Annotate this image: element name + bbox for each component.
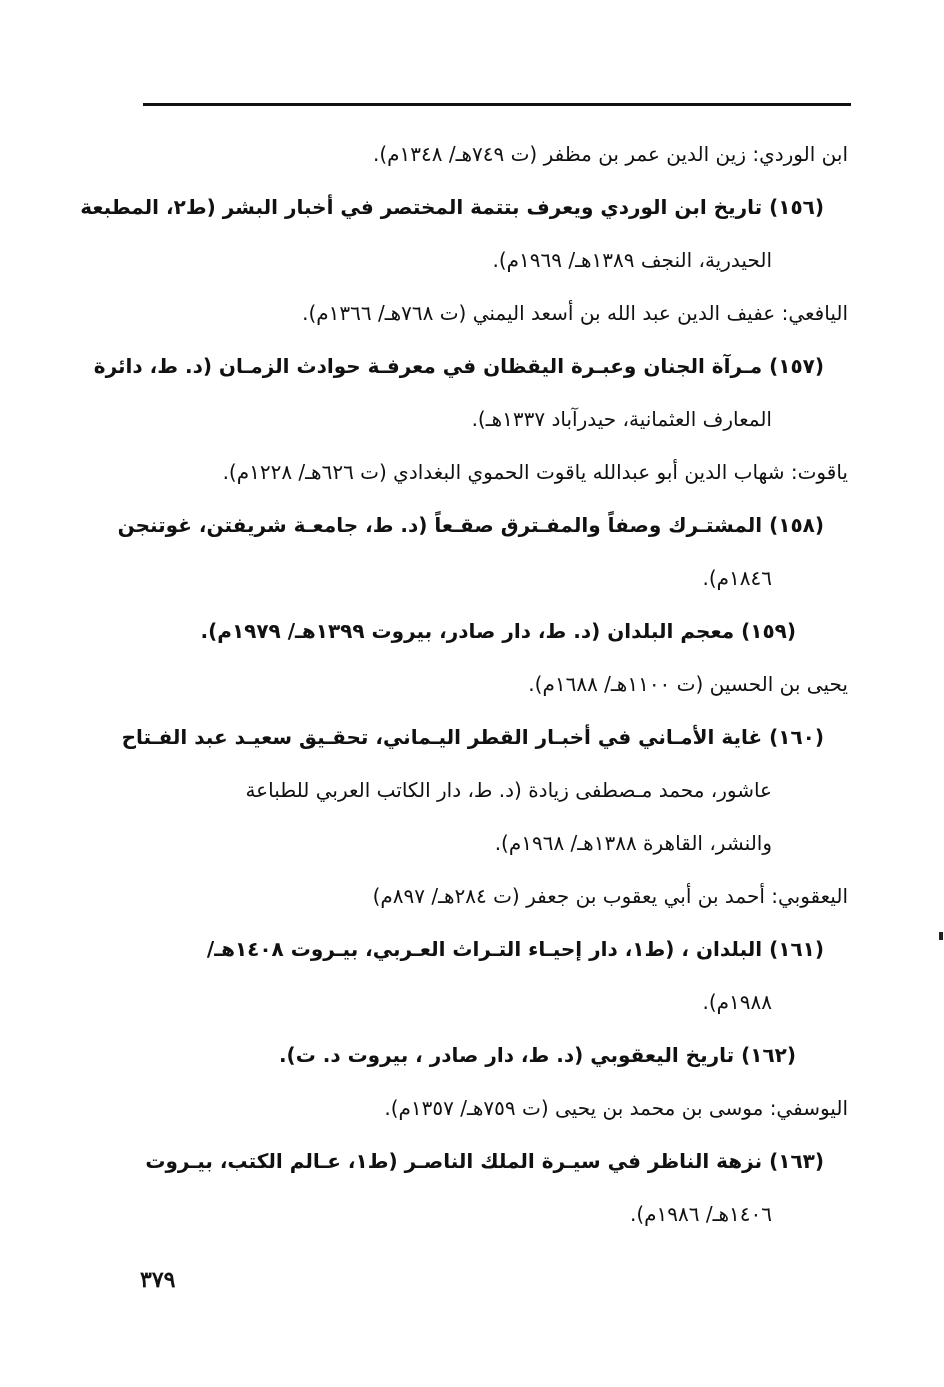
bibliography-entry bbox=[80, 181, 848, 287]
entry-continuation-line: ١٩٨٨م). bbox=[702, 990, 772, 1014]
bibliography-entry bbox=[133, 1135, 848, 1241]
bibliography-entry bbox=[133, 605, 848, 658]
author-heading: اليعقوبي: أحمد بن أبي يعقوب بن جعفر (ت ٢٨٤هـ/ ٨٩٧م) bbox=[372, 884, 848, 908]
margin-mark bbox=[939, 932, 943, 940]
entry-title-line: (١٥٨) المشتـرك وصفاً والمفـترق صقـعاً (د. ط، جامعـة شريفتن، غوتنجن bbox=[117, 513, 824, 537]
bibliography-entry bbox=[133, 923, 848, 1029]
author-heading: اليافعي: عفيف الدين عبد الله بن أسعد اليمني (ت ٧٦٨هـ/ ١٣٦٦م). bbox=[302, 301, 848, 325]
entry-continuation-line: ١٨٤٦م). bbox=[702, 566, 772, 590]
page-number: ٣٧٩ bbox=[140, 1267, 176, 1293]
author-heading: ابن الوردي: زين الدين عمر بن مظفر (ت ٧٤٩هـ/ ١٣٤٨م). bbox=[372, 142, 848, 166]
bibliography-entry bbox=[133, 1029, 848, 1082]
entry-title-line: (١٦٣) نزهة الناظر في سيـرة الملك الناصـر (ط١، عـالم الكتب، بيـروت bbox=[145, 1149, 824, 1173]
entry-title-line: (١٥٦) تاريخ ابن الوردي ويعرف بتتمة المختصر في أخبار البشر (ط٢، المطبعة bbox=[80, 195, 824, 219]
entry-continuation-line: الحيدرية، النجف ١٣٨٩هـ/ ١٩٦٩م). bbox=[492, 248, 772, 272]
entry-title-line: (١٥٧) مـرآة الجنان وعبـرة اليقظان في معرفـة حوادث الزمـان (د. ط، دائرة bbox=[93, 354, 824, 378]
entry-title-line: (١٦١) البلدان ، (ط١، دار إحيـاء التـراث العـربي، بيـروت ١٤٠٨هـ/ bbox=[206, 937, 824, 961]
bibliography-list bbox=[80, 128, 848, 1241]
header-rule bbox=[143, 103, 851, 106]
bibliography-entry bbox=[121, 711, 848, 870]
author-heading: ياقوت: شهاب الدين أبو عبدالله ياقوت الحموي البغدادي (ت ٦٢٦هـ/ ١٢٢٨م). bbox=[222, 460, 848, 484]
entry-continuation-line: ١٤٠٦هـ/ ١٩٨٦م). bbox=[630, 1202, 772, 1226]
entry-title-line: (١٦٠) غاية الأمـاني في أخبـار القطر اليـماني، تحقـيق سعيـد عبد الفـتاح bbox=[121, 725, 824, 749]
author-heading: يحيى بن الحسين (ت ١١٠٠هـ/ ١٦٨٨م). bbox=[528, 672, 848, 696]
bibliography-entry bbox=[93, 340, 848, 446]
entry-continuation-line: عاشور، محمد مـصطفى زيادة (د. ط، دار الكاتب العربي للطباعة bbox=[245, 778, 772, 802]
entry-continuation-line: والنشر، القاهرة ١٣٨٨هـ/ ١٩٦٨م). bbox=[494, 831, 772, 855]
entry-continuation-line: المعارف العثمانية، حيدرآباد ١٣٣٧هـ). bbox=[471, 407, 772, 431]
entry-title-line: (١٥٩) معجم البلدان (د. ط، دار صادر، بيروت ١٣٩٩هـ/ ١٩٧٩م). bbox=[200, 619, 796, 643]
entry-title-line: (١٦٢) تاريخ اليعقوبي (د. ط، دار صادر ، بيروت د. ت). bbox=[278, 1043, 796, 1067]
author-heading: اليوسفي: موسى بن محمد بن يحيى (ت ٧٥٩هـ/ ١٣٥٧م). bbox=[384, 1096, 848, 1120]
bibliography-entry bbox=[117, 499, 848, 605]
